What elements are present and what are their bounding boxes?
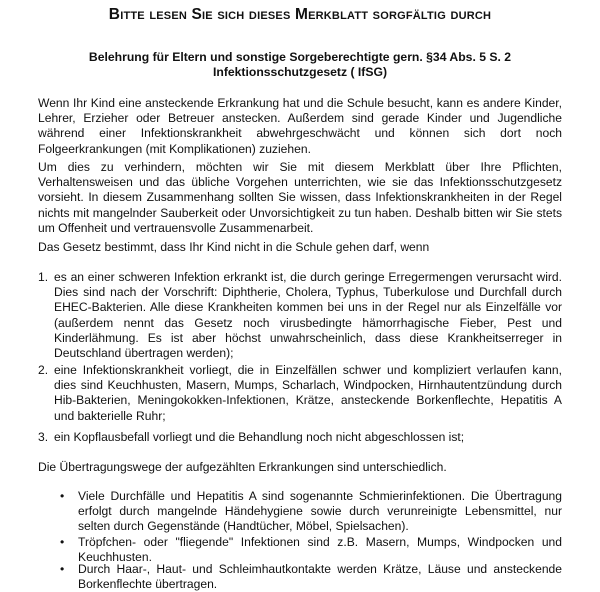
list-number: 2. <box>38 363 49 377</box>
list-number: 1. <box>38 270 49 284</box>
list-text: ein Kopflausbefall vorliegt und die Behandlung noch nicht abgeschlossen ist; <box>54 430 465 444</box>
bullet-icon: • <box>60 489 65 503</box>
bullet-icon: • <box>60 535 65 549</box>
duties-paragraph: Um dies zu verhindern, möchten wir Sie mit diesem Merkblatt über Ihre Pflichten, Verhaltensweisen und das übliche Vorgehen unterrichten, wie sie das Infektionsschutzgesetz vorsieht. In diesem Zusammenhang sollten Sie wissen, dass Infektionskrankheiten in der Regel nichts mit mangelnder Sauberkeit oder Unvorsichtigkeit zu tun haben. Deshalb bitten wir Sie stets um Offenheit und vertrauensvolle Zusammenarbeit. <box>38 160 562 235</box>
bullet-text: Durch Haar-, Haut- und Schleimhautkontakte werden Krätze, Läuse und ansteckende Borkenflechte übertragen. <box>78 562 562 592</box>
list-text: eine Infektionskrankheit vorliegt, die in Einzelfällen schwer und kompliziert verlaufen kann, dies sind Keuchhusten, Masern, Mumps, Scharlach, Windpocken, Hirnhautentzündung durch Hib-Bakterien, Meningokokken-Infektionen, Krätze, ansteckende Borkenflechte, Hepatitis A und bakterielle Ruhr; <box>54 363 562 423</box>
bullet-text: Tröpfchen- oder "fliegende" Infektionen sind z.B. Masern, Mumps, Windpocken und Keuchhusten. <box>78 535 562 565</box>
list-text: es an einer schweren Infektion erkrankt ist, die durch geringe Erregermengen verursacht wird. Dies sind nach der Vorschrift: Diphtherie, Cholera, Typhus, Tuberkulose und Durchfall durch EHEC-Bakterien. Alle diese Krankheiten kommen bei uns in der Regel nur als Einzelfälle vor (außerdem nennt das Gesetz noch virusbedingte hämorrhagische Fieber, Pest und Kinderlähmung. Es ist aber höchst unwahrscheinlich, dass diese Krankheitserreger in Deutschland übertragen werden); <box>54 270 562 361</box>
document-title: Bitte lesen Sie sich dieses Merkblatt sorgfältig durch <box>108 6 492 23</box>
list-number: 3. <box>38 430 49 444</box>
bullet-icon: • <box>60 562 65 576</box>
subtitle-line-1: Belehrung für Eltern und sonstige Sorgeberechtigte gern. §34 Abs. 5 S. 2 <box>88 50 512 64</box>
intro-paragraph: Wenn Ihr Kind eine ansteckende Erkrankung hat und die Schule besucht, kann es andere Kinder, Lehrer, Erzieher oder Betreuer anstecken. Außerdem sind gerade Kinder und Jugendliche während einer Infektionskrankheit abwehrgeschwächt und können sich dort noch Folgeerkrankungen (mit Komplikationen) zuziehen. <box>38 96 562 156</box>
transmission-intro: Die Übertragungswege der aufgezählten Erkrankungen sind unterschiedlich. <box>38 460 447 474</box>
subtitle-line-2: Infektionsschutzgesetz ( IfSG) <box>212 65 388 79</box>
bullet-text: Viele Durchfälle und Hepatitis A sind sogenannte Schmierinfektionen. Die Übertragung erfolgt durch mangelnde Händehygiene sowie durch verunreinigte Lebensmittel, nur selten durch Gegenstände (Handtücher, Möbel, Spielsachen). <box>78 489 562 534</box>
document-subtitle <box>40 50 560 80</box>
law-paragraph: Das Gesetz bestimmt, dass Ihr Kind nicht in die Schule gehen darf, wenn <box>38 240 430 254</box>
